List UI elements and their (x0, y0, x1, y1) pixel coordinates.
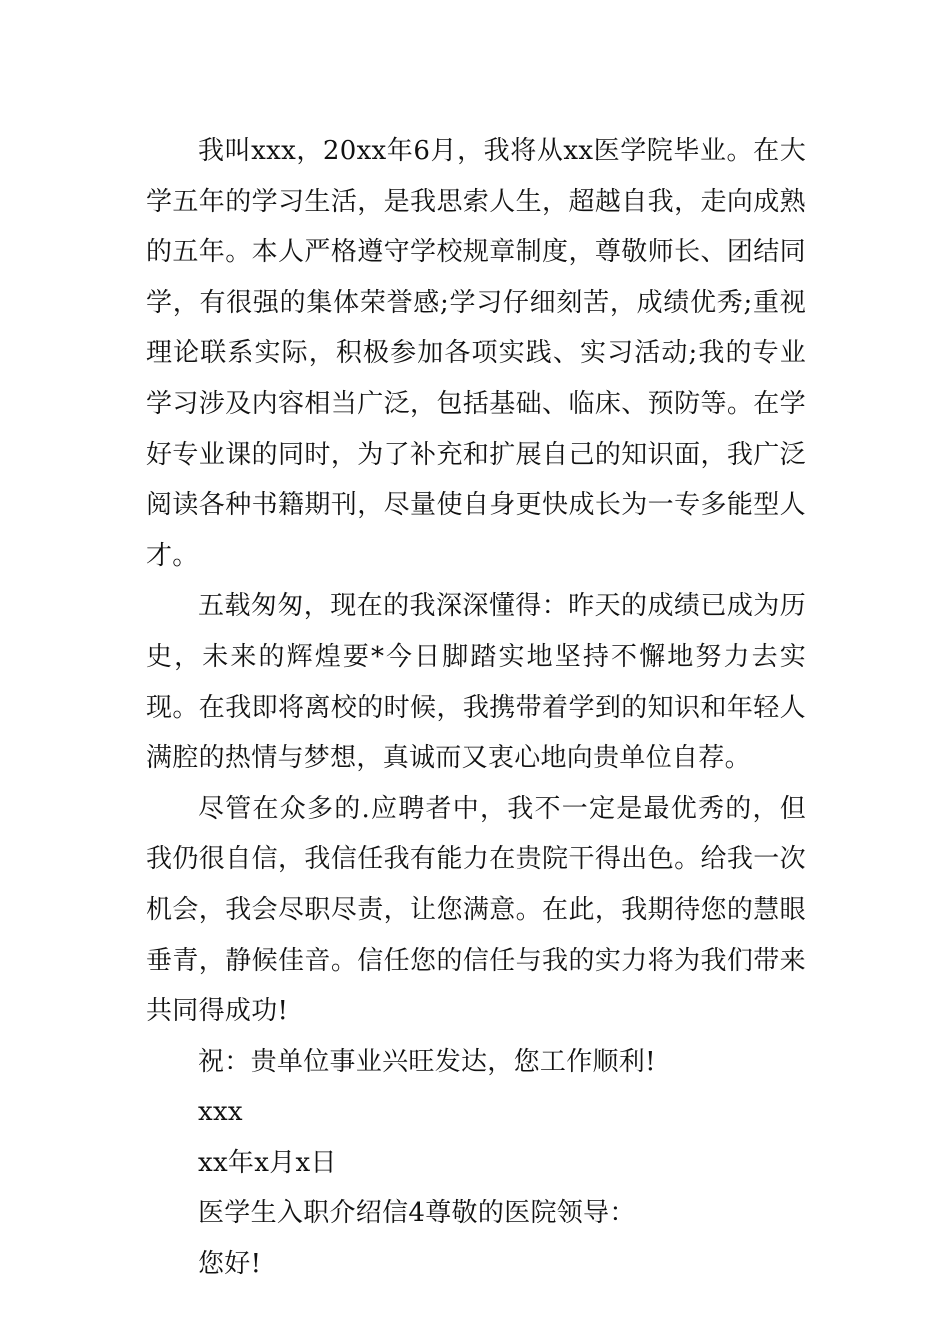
signature: xxx (198, 1097, 243, 1128)
next-letter-title: 医学生入职介绍信4尊敬的医院领导： (198, 1198, 636, 1229)
date-line: xx年x月x日 (198, 1147, 337, 1178)
paragraph-self-introduction: 我叫xxx，20xx年6月，我将从xx医学院毕业。在大学五年的学习生活，是我思索人生，超越自我，走向成熟的五年。本人严格遵守学校规章制度，尊敬师长、团结同学，有很强的集体荣誉感;学习仔细刻苦，成绩优秀;重视理论联系实际，积极参加各项实践、实习活动;我的专业学习涉及内容相当广泛，包括基础、临床、预防等。在学好专业课的同时，为了补充和扩展自己的知识面，我广泛阅读各种书籍期刊，尽量使自身更快成长为一专多能型人才。 (146, 136, 806, 571)
document-body (146, 126, 806, 1290)
closing-wish: 祝：贵单位事业兴旺发达，您工作顺利! (198, 1046, 656, 1077)
paragraph-confidence: 尽管在众多的.应聘者中，我不一定是最优秀的，但我仍很自信，我信任我有能力在贵院干得出色。给我一次机会，我会尽职尽责，让您满意。在此，我期待您的慧眼垂青，静候佳音。信任您的信任与我的实力将为我们带来共同得成功! (146, 793, 806, 1027)
paragraph-aspiration: 五载匆匆，现在的我深深懂得：昨天的成绩已成为历史，未来的辉煌要*今日脚踏实地坚持不懈地努力去实现。在我即将离校的时候，我携带着学到的知识和年轻人满腔的热情与梦想，真诚而又衷心地向贵单位自荐。 (146, 591, 806, 774)
greeting: 您好! (198, 1249, 262, 1280)
